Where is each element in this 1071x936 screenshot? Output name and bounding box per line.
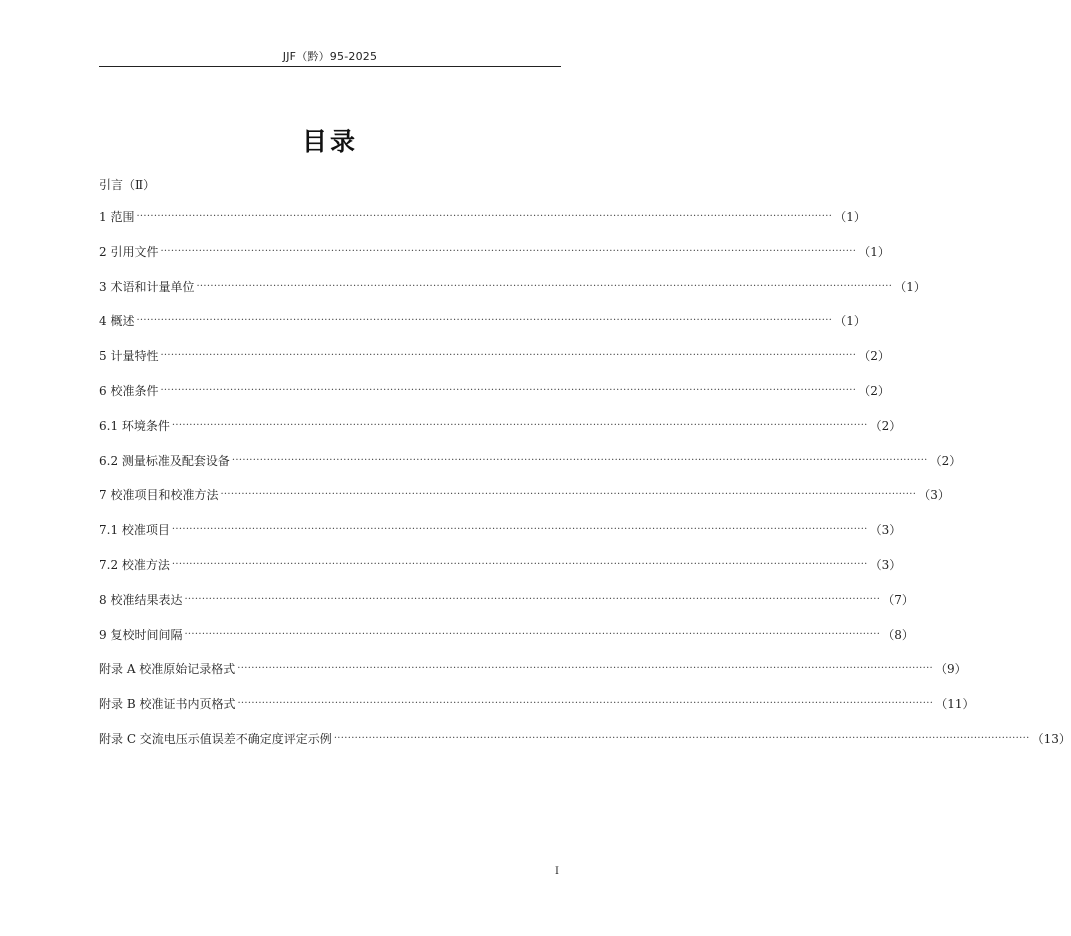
toc-entry: [99, 695, 975, 730]
toc-entry-label: 6.2 测量标准及配套设备: [99, 453, 230, 468]
toc-entry: [99, 417, 902, 452]
toc-entry: [99, 626, 914, 661]
toc-dot-leader: ········································································································································································································: [160, 350, 857, 362]
toc-entry: [99, 452, 962, 487]
toc-entry-page: （11）: [935, 697, 975, 712]
toc-dot-leader: ········································································································································································································: [231, 454, 928, 466]
toc-entry: [99, 208, 866, 243]
toc-entry-label: 附录 C 交流电压示值误差不确定度评定示例: [99, 731, 332, 746]
toc-dot-leader: ········································································································································································································: [184, 628, 881, 640]
toc-entry-page: （2）: [858, 349, 890, 364]
toc-entry-page: （2）: [869, 418, 902, 433]
toc-entry-label: 2 引用文件: [99, 244, 159, 259]
toc-entry-label: 附录 A 校准原始记录格式: [99, 662, 236, 677]
toc-dot-leader: ········································································································································································································: [171, 524, 868, 536]
toc-entry: [99, 521, 902, 556]
page-title: 目录: [301, 127, 358, 156]
toc-entry: [99, 660, 967, 695]
toc-entry-page: （8）: [882, 627, 914, 642]
toc-dot-leader: ········································································································································································································: [136, 211, 833, 222]
toc-dot-leader: ········································································································································································································: [136, 315, 833, 327]
toc-dot-leader: ········································································································································································································: [196, 280, 893, 292]
document-code-header: JJF（黔）95-2025: [282, 50, 378, 63]
toc-dot-leader: ········································································································································································································: [160, 245, 857, 257]
toc-entry-label: 8 校准结果表达: [99, 592, 183, 607]
toc-entry: [99, 382, 890, 417]
toc-entry-label: 7.1 校准项目: [99, 523, 170, 538]
toc-dot-leader: ········································································································································································································: [333, 732, 1030, 744]
toc-entry-page: （2）: [929, 453, 962, 468]
toc-entry-page: （3）: [918, 488, 950, 503]
toc-entry-label: 4 概述: [99, 314, 135, 329]
toc-dot-leader: ········································································································································································································: [171, 558, 868, 570]
toc-entry-page: （1）: [894, 279, 926, 294]
toc-entry-label: 7 校准项目和校准方法: [99, 488, 219, 503]
toc-entry-label: 6 校准条件: [99, 383, 159, 398]
page-number: I: [555, 866, 559, 877]
table-of-contents: [99, 208, 1071, 765]
toc-entry-page: （9）: [935, 662, 967, 677]
toc-entry-page: （1）: [834, 314, 866, 329]
toc-entry: [99, 730, 1071, 765]
toc-entry-label: 3 术语和计量单位: [99, 279, 195, 294]
toc-entry-label: 1 范围: [99, 210, 135, 224]
toc-entry: [99, 591, 914, 626]
toc-entry-label: 7.2 校准方法: [99, 557, 170, 572]
toc-entry-label: 6.1 环境条件: [99, 418, 170, 433]
toc-dot-leader: ········································································································································································································: [160, 384, 857, 396]
header-rule: [99, 66, 561, 67]
toc-entry-page: （1）: [834, 210, 866, 224]
toc-entry-page: （1）: [858, 244, 890, 259]
toc-entry: [99, 556, 902, 591]
toc-entry-page: （7）: [882, 592, 914, 607]
toc-intro-entry: 引言（Ⅱ）: [99, 178, 156, 192]
toc-entry: [99, 347, 890, 382]
toc-entry: [99, 312, 866, 347]
toc-dot-leader: ········································································································································································································: [237, 698, 934, 710]
toc-dot-leader: ········································································································································································································: [184, 593, 881, 605]
toc-dot-leader: ········································································································································································································: [237, 663, 934, 675]
toc-dot-leader: ········································································································································································································: [171, 419, 868, 431]
toc-entry: [99, 278, 926, 313]
toc-entry-page: （3）: [869, 557, 902, 572]
toc-entry: [99, 486, 950, 521]
toc-entry-page: （3）: [869, 523, 902, 538]
toc-entry-label: 9 复校时间间隔: [99, 627, 183, 642]
toc-entry-label: 5 计量特性: [99, 349, 159, 364]
toc-entry-page: （2）: [858, 383, 890, 398]
toc-entry-label: 附录 B 校准证书内页格式: [99, 697, 236, 712]
toc-entry-page: （13）: [1031, 731, 1071, 746]
toc-entry: [99, 243, 890, 278]
toc-dot-leader: ········································································································································································································: [220, 489, 917, 501]
